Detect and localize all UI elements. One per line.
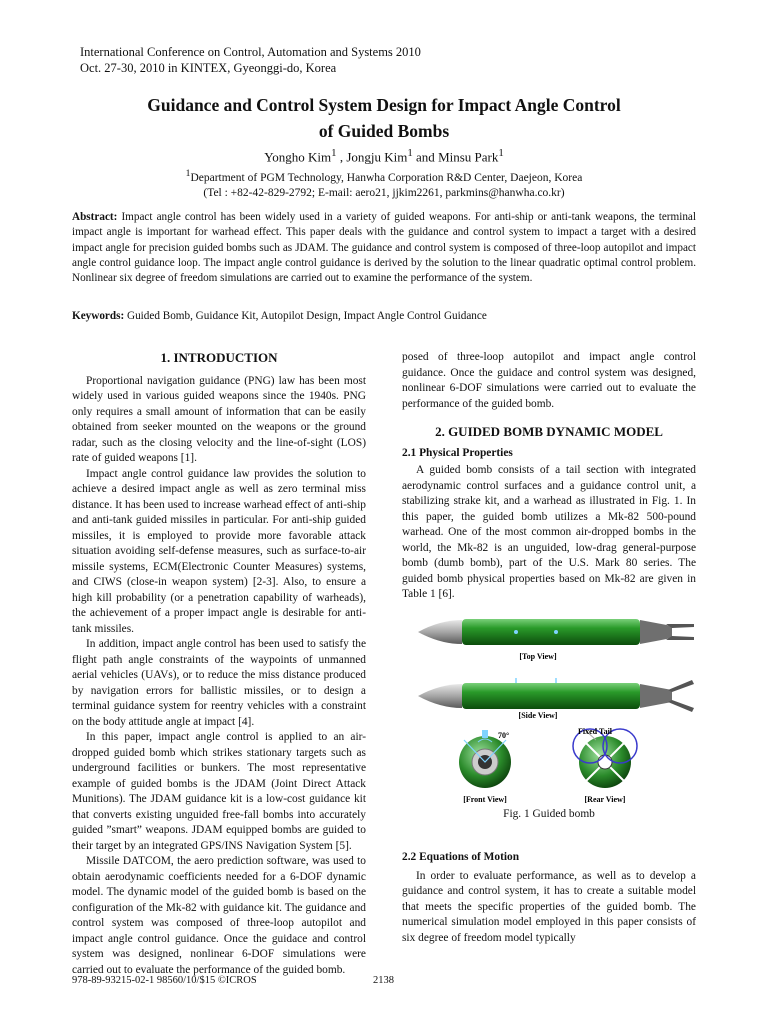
subsection-2-1-heading: 2.1 Physical Properties [402,446,513,459]
guided-bomb-illustration [410,612,700,812]
footer-isbn: 978-89-93215-02-1 98560/10/$15 ©ICROS [72,975,257,986]
author-sep-1: , [336,149,347,165]
side-view-bomb [418,678,694,712]
section-2 [402,424,696,603]
author-2-sup: 1 [407,147,413,159]
rear-view-label: [Rear View] [584,795,626,804]
intro-paragraph-5: Missile DATCOM, the aero prediction software, was used to obtain aerodynamic coefficients needed for a 6-DOF dynamic model. The dynamic model of the guided bomb is based on the configuration of the Mk-82 with guidance kit. The guidance and control system was composed of three-loop autopilot and impact angle control guidance. Once the guidace and control system was designed, nonlinear 6-DOF simulations were carried out to evaluate the performance of the guided bomb. [72,855,366,976]
author-2: Jongju Kim [346,149,408,165]
figure-1-caption: Fig. 1 Guided bomb [503,808,595,820]
figure-guided-bomb [410,612,700,812]
abstract-text: Impact angle control has been widely used in a variety of guided weapons. For anti-ship or anti-tank weapons, the terminal impact angle is important for warhead effect. This paper deals with the guidance and control system to impact a target with a desired impact angle for precision guided bombs such as JDAM. The guidance and control system is composed of three-loop autopilot and impact angle control guidance loop. The impact angle control guidance is derived by the solution to the linear quadratic optimal control problem. Nonlinear six degree of freedom simulations are carried out to examine the performance of the system. [72,211,696,285]
front-view-label: [Front View] [463,795,507,804]
intro-paragraph-1: Proportional navigation guidance (PNG) law has been most widely used in various guided weapons since the 1940s. PNG only requires a small amount of information that can be easily obtained from seeker mounted on the weapons or the ground radar, such as the closing velocity and the line-of-sight (LOS) rate of guided weapons [1]. [72,374,366,464]
affiliation [60,166,708,201]
intro-paragraph-2: Impact angle control guidance law provides the solution to achieve a desired impact angle as well as zero terminal miss distance. It has been used to increase warhead effect of anti-ship and anti-tank guided missiles in particular. For anti-ship guided missiles, it is employed to provide more favorable attack situation avoiding self-defense measures, such as surface-to-air missile systems, ECM(Electronic Counter Measures) systems, and CIWS (close-in weapon system) [2-3]. Also, to ensure a high kill probability (or a penetration capability of warheads), the achievement of a proper impact angle is desirable for anti-tank missiles. [72,467,366,635]
top-view-label: [Top View] [519,652,557,661]
keywords-text: Guided Bomb, Guidance Kit, Autopilot Design, Impact Angle Control Guidance [127,310,487,322]
abstract-label: Abstract: [72,211,118,223]
title-line-2: of Guided Bombs [318,121,450,141]
fixed-tail-label: Fixed Tail [578,727,613,736]
section-2-2 [402,850,696,946]
author-sep-2: and [412,149,439,165]
right-column-continuation [402,350,696,412]
intro-paragraph-5-continued: posed of three-loop autopilot and impact angle control guidance. Once the guidace and control system was designed, nonlinear 6-DOF simulations were carried out to evaluate the performance of the guided bomb. [402,351,696,410]
title-line-1: Guidance and Control System Design for Impact Angle Control [147,95,621,115]
intro-paragraph-4: In this paper, impact angle control is applied to an air-dropped guided bomb which strikes stationary targets such as underground facilities or bunkers. The most representative example of guided bombs is the JDAM (Joint Direct Attack Munitions). The JDAM guidance kit is a low-cost guidance kit that converts existing unguided free-fall bombs into accurately guided ”smart” weapons. JDAM equipped bombs are guided to their target by an integrated GPS/INS Navigation System [5]. [72,731,366,852]
physical-properties-text: A guided bomb consists of a tail section with integrated aerodynamic control surfaces and a guidance control unit, a stabilizing strake kit, and a warhead as illustrated in Fig. 1. In this paper, the guided bomb utilizes a Mk-82 500-pound warhead. One of the most common air-dropped bombs in the world, the Mk-82 is an unguided, low-drag general-purpose bomb (dumb bomb), part of the U.S. Mark 80 series. The guided bomb physical properties based on Mk-82 are given in Table 1 [6]. [402,464,696,600]
section-2-heading: 2. GUIDED BOMB DYNAMIC MODEL [435,424,663,439]
equations-of-motion-text: In order to evaluate performance, as well as to develop a guidance and control system, it has to create a suitable model that meets the specific properties of the guided bomb. The numerical simulation model employed in this paper consists of six degree of freedom model typically [402,869,696,944]
side-view-label: [Side View] [518,711,558,720]
conference-name: International Conference on Control, Automation and Systems 2010 [80,45,421,59]
author-3: Minsu Park [438,149,499,165]
subsection-2-2-heading: 2.2 Equations of Motion [402,851,520,863]
intro-paragraph-3: In addition, impact angle control has been used to satisfy the flight path angle constraints of the waypoints of unmanned aerial vehicles (UAVs), or to reduce the miss distance produced by navigation errors for ballistic missiles, or to design a terminal guidance system for reentry vehicles with a constraint on the body attitude angle at impact [4]. [72,638,366,728]
left-column [72,350,366,976]
conference-date: Oct. 27-30, 2010 in KINTEX, Gyeonggi-do, Korea [80,61,337,75]
author-1-sup: 1 [331,147,337,159]
page-number: 2138 [373,975,394,986]
author-3-sup: 1 [498,147,504,159]
section-1-heading: 1. INTRODUCTION [160,350,278,365]
affiliation-contact: (Tel : +82-42-829-2792; E-mail: aero21, jjkim2261, parkmins@hanwha.co.kr) [203,186,565,199]
paper-title [60,92,708,144]
author-list [60,145,708,165]
author-1: Yongho Kim [264,149,332,165]
angle-label: 70° [498,731,510,740]
affiliation-sup: 1 [185,168,191,179]
rear-view-bomb [573,729,637,788]
top-view-bomb [418,619,694,645]
keywords [72,309,696,324]
affiliation-dept: Department of PGM Technology, Hanwha Corporation R&D Center, Daejeon, Korea [190,171,583,184]
abstract [72,210,696,286]
conference-header [80,44,421,76]
keywords-label: Keywords: [72,310,125,322]
